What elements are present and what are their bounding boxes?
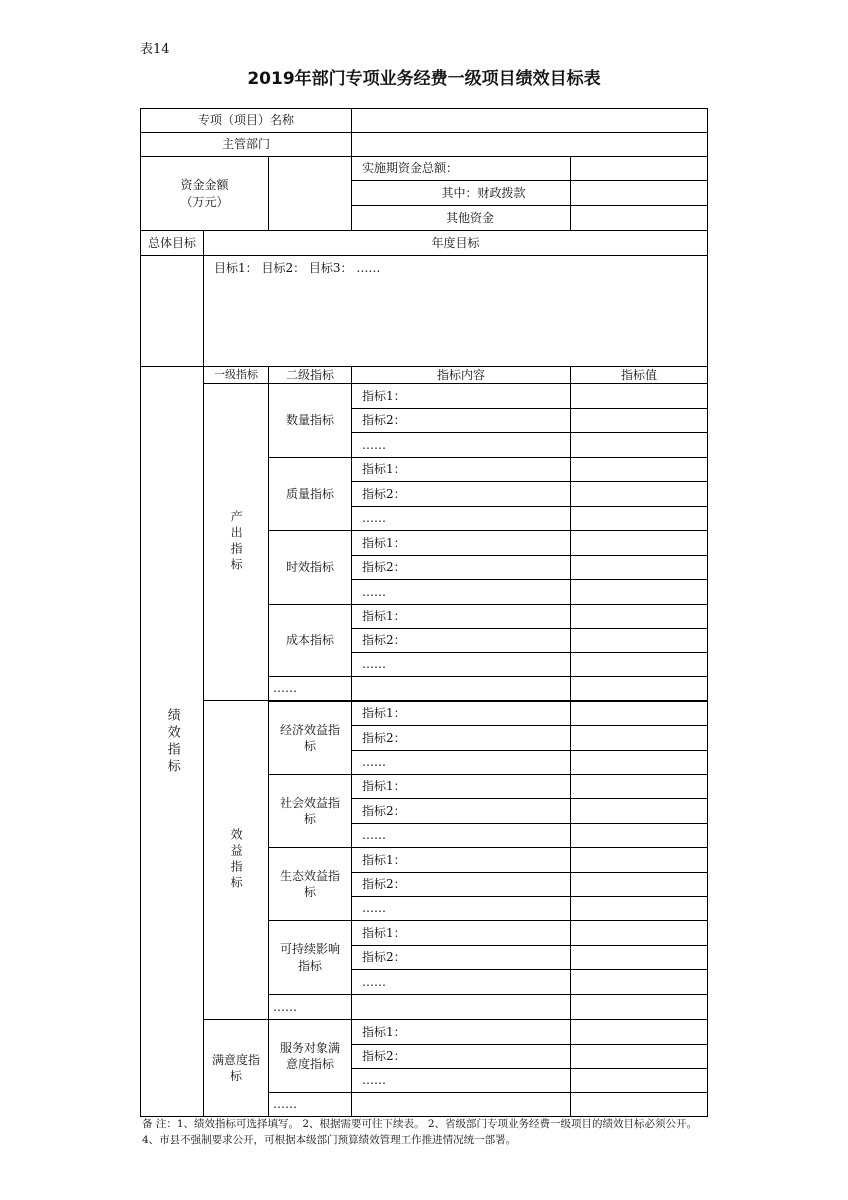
economic-value-1[interactable] [570, 701, 708, 726]
economic-indicator-label: 经济效益指标 [268, 701, 352, 775]
value-header: 指标值 [570, 366, 708, 384]
satisfaction-more-content[interactable] [351, 1092, 571, 1117]
fund-amount-cell[interactable] [268, 156, 352, 231]
overall-goal-cell[interactable] [140, 255, 204, 367]
satisfaction-value-2[interactable] [570, 1044, 708, 1069]
quality-row-1[interactable]: 指标1： [351, 457, 571, 482]
other-funds-label: 其他资金 [351, 205, 571, 231]
output-more-value[interactable] [570, 676, 708, 701]
economic-row-more[interactable]: …… [351, 750, 571, 775]
total-funds-label: 实施期资金总额： [351, 156, 571, 181]
social-value-1[interactable] [570, 774, 708, 799]
output-more-label[interactable]: …… [268, 676, 352, 701]
cost-row-more[interactable]: …… [351, 652, 571, 677]
quality-value-2[interactable] [570, 481, 708, 507]
social-row-1[interactable]: 指标1： [351, 774, 571, 799]
benefit-more-content[interactable] [351, 994, 571, 1020]
other-funds-cell[interactable] [570, 205, 708, 231]
quality-row-more[interactable]: …… [351, 506, 571, 531]
economic-row-1[interactable]: 指标1： [351, 701, 571, 726]
benefit-indicator-label: 效益指标 [203, 700, 269, 1020]
satisfaction-row-2[interactable]: 指标2： [351, 1044, 571, 1069]
sustain-value-2[interactable] [570, 945, 708, 970]
eco-row-2[interactable]: 指标2： [351, 872, 571, 897]
quantity-indicator-label: 数量指标 [268, 383, 352, 458]
output-more-content[interactable] [351, 676, 571, 701]
eco-value-more[interactable] [570, 896, 708, 921]
content-header: 指标内容 [351, 366, 571, 384]
sustain-value-more[interactable] [570, 969, 708, 995]
satisfaction-more-value[interactable] [570, 1092, 708, 1117]
service-satisfaction-label: 服务对象满意度指标 [268, 1019, 352, 1093]
social-value-more[interactable] [570, 823, 708, 848]
sustain-row-1[interactable]: 指标1： [351, 920, 571, 946]
cost-indicator-label: 成本指标 [268, 604, 352, 677]
eco-row-more[interactable]: …… [351, 896, 571, 921]
fund-amount-label [140, 156, 269, 231]
sustain-indicator-label: 可持续影响指标 [268, 920, 352, 995]
department-cell[interactable] [351, 132, 708, 157]
quality-value-more[interactable] [570, 506, 708, 531]
satisfaction-indicator-label: 满意度指标 [203, 1019, 269, 1117]
quantity-row-2[interactable]: 指标2： [351, 408, 571, 433]
fund-amount-text: 资金金额 [180, 178, 229, 193]
social-row-more[interactable]: …… [351, 823, 571, 848]
table-code: 表14 [140, 42, 170, 57]
economic-value-more[interactable] [570, 750, 708, 775]
quality-row-2[interactable]: 指标2： [351, 481, 571, 507]
level2-header: 二级指标 [268, 366, 352, 384]
fiscal-cell[interactable] [570, 180, 708, 206]
cost-value-more[interactable] [570, 652, 708, 677]
eco-value-1[interactable] [570, 847, 708, 873]
economic-row-2[interactable]: 指标2： [351, 725, 571, 751]
sustain-value-1[interactable] [570, 920, 708, 946]
sustain-row-2[interactable]: 指标2： [351, 945, 571, 970]
eco-indicator-label: 生态效益指标 [268, 847, 352, 921]
footnote: 备 注：1、绩效指标可选择填写。 2、根据需要可往下续表。 2、省级部门专项业务经费一级项目的绩效目标必须公开。4、市县不强制要求公开，可根据本级部门预算绩效管理工作推进情况统一部署。 [142, 1118, 698, 1147]
satisfaction-value-more[interactable] [570, 1068, 708, 1093]
department-label: 主管部门 [140, 132, 352, 157]
timeliness-indicator-label: 时效指标 [268, 530, 352, 605]
timeliness-row-2[interactable]: 指标2： [351, 555, 571, 580]
eco-value-2[interactable] [570, 872, 708, 897]
annual-goals-cell[interactable]: 目标1： 目标2： 目标3： …… [203, 255, 708, 367]
perf-indicator-label: 绩效指标 [140, 366, 204, 1117]
timeliness-row-more[interactable]: …… [351, 579, 571, 605]
quality-indicator-label: 质量指标 [268, 457, 352, 531]
output-indicator-label: 产出指标 [203, 383, 269, 701]
overall-goal-label: 总体目标 [140, 230, 204, 256]
quality-value-1[interactable] [570, 457, 708, 482]
project-name-label: 专项（项目）名称 [140, 108, 352, 133]
fund-unit-text: （万元） [180, 194, 229, 209]
cost-value-2[interactable] [570, 628, 708, 653]
page-title: 2019年部门专项业务经费一级项目绩效目标表 [247, 69, 601, 89]
quantity-value-2[interactable] [570, 408, 708, 433]
timeliness-value-1[interactable] [570, 530, 708, 556]
benefit-more-value[interactable] [570, 994, 708, 1020]
social-value-2[interactable] [570, 798, 708, 824]
project-name-cell[interactable] [351, 108, 708, 133]
timeliness-value-2[interactable] [570, 555, 708, 580]
total-funds-cell[interactable] [570, 156, 708, 181]
timeliness-row-1[interactable]: 指标1： [351, 530, 571, 556]
cost-value-1[interactable] [570, 604, 708, 629]
eco-row-1[interactable]: 指标1： [351, 847, 571, 873]
level1-header: 一级指标 [203, 366, 269, 384]
satisfaction-row-more[interactable]: …… [351, 1068, 571, 1093]
social-indicator-label: 社会效益指标 [268, 774, 352, 848]
quantity-row-1[interactable]: 指标1： [351, 383, 571, 409]
timeliness-value-more[interactable] [570, 579, 708, 605]
quantity-row-more[interactable]: …… [351, 432, 571, 458]
fiscal-label: 其中：财政拨款 [351, 180, 571, 206]
economic-value-2[interactable] [570, 725, 708, 751]
quantity-value-1[interactable] [570, 383, 708, 409]
cost-row-2[interactable]: 指标2： [351, 628, 571, 653]
quantity-value-more[interactable] [570, 432, 708, 458]
benefit-more-label[interactable]: …… [268, 994, 352, 1020]
satisfaction-more-label[interactable]: …… [268, 1092, 352, 1117]
annual-goal-label: 年度目标 [203, 230, 708, 256]
satisfaction-value-1[interactable] [570, 1019, 708, 1045]
satisfaction-row-1[interactable]: 指标1： [351, 1019, 571, 1045]
social-row-2[interactable]: 指标2： [351, 798, 571, 824]
cost-row-1[interactable]: 指标1： [351, 604, 571, 629]
sustain-row-more[interactable]: …… [351, 969, 571, 995]
